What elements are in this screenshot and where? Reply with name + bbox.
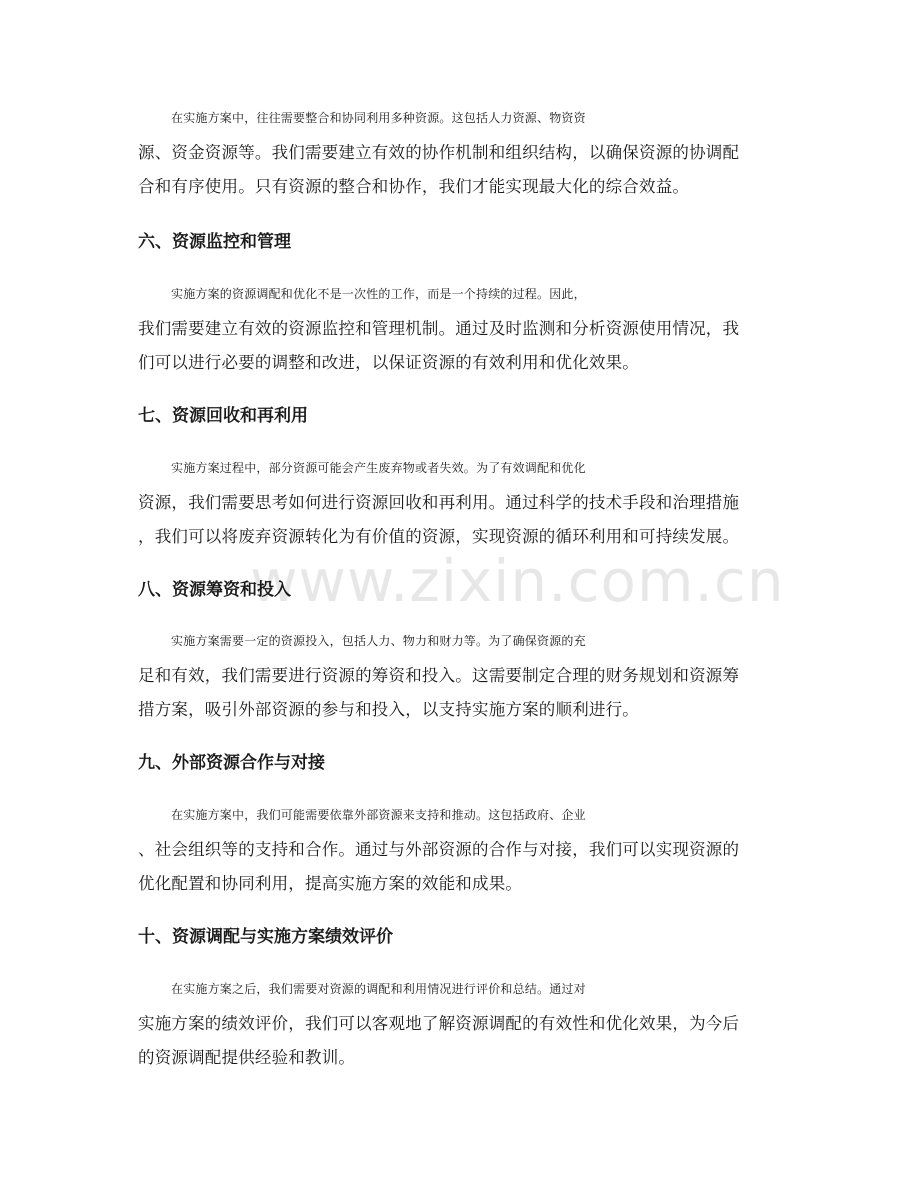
- section-paragraph-8: [138, 624, 783, 728]
- paragraph-line: 在实施方案中，我们可能需要依靠外部资源来支持和推动。这包括政府、企业: [171, 808, 586, 822]
- paragraph-line: 措方案，吸引外部资源的参与和投入，以支持实施方案的顺利进行。: [138, 700, 639, 719]
- paragraph-line: 资源，我们需要思考如何进行资源回收和再利用。通过科学的技术手段和治理措施: [138, 492, 740, 512]
- paragraph-line: 优化配置和协同利用，提高实施方案的效能和成果。: [138, 874, 523, 893]
- section-paragraph-6: [138, 277, 783, 381]
- section-heading-6: 六、资源监控和管理: [138, 232, 291, 252]
- intro-paragraph: [138, 101, 783, 205]
- paragraph-line: 我们需要建立有效的资源监控和管理机制。通过及时监测和分析资源使用情况，我: [138, 318, 740, 338]
- paragraph-line: 合和有序使用。只有资源的整合和协作，我们才能实现最大化的综合效益。: [138, 177, 690, 196]
- section-paragraph-7: [138, 451, 783, 555]
- paragraph-line: 们可以进行必要的调整和改进，以保证资源的有效利用和优化效果。: [138, 353, 639, 372]
- section-heading-9: 九、外部资源合作与对接: [138, 753, 325, 773]
- paragraph-line: 足和有效，我们需要进行资源的筹资和投入。这需要制定合理的财务规划和资源筹: [138, 665, 740, 685]
- paragraph-line: 实施方案的资源调配和优化不是一次性的工作，而是一个持续的过程。因此，: [171, 287, 586, 301]
- paragraph-line: 实施方案需要一定的资源投入，包括人力、物力和财力等。为了确保资源的充: [171, 634, 586, 648]
- paragraph-line: 的资源调配提供经验和教训。: [138, 1048, 356, 1067]
- paragraph-line: 实施方案过程中，部分资源可能会产生废弃物或者失效。为了有效调配和优化: [171, 461, 586, 475]
- section-paragraph-10: [138, 972, 783, 1076]
- paragraph-line: 源、资金资源等。我们需要建立有效的协作机制和组织结构，以确保资源的协调配: [138, 142, 740, 162]
- section-heading-7: 七、资源回收和再利用: [138, 406, 308, 426]
- paragraph-line: 在实施方案之后，我们需要对资源的调配和利用情况进行评价和总结。通过对: [171, 982, 586, 996]
- paragraph-line: ，我们可以将废弃资源转化为有价值的资源，实现资源的循环利用和可持续发展。: [138, 527, 740, 546]
- paragraph-line: 、社会组织等的支持和合作。通过与外部资源的合作与对接，我们可以实现资源的: [138, 839, 740, 859]
- section-heading-8: 八、资源筹资和投入: [138, 580, 291, 600]
- section-paragraph-9: [138, 798, 783, 902]
- paragraph-line: 实施方案的绩效评价，我们可以客观地了解资源调配的有效性和优化效果，为今后: [138, 1013, 740, 1033]
- watermark: www.zixin.com.cn: [250, 547, 785, 615]
- section-heading-10: 十、资源调配与实施方案绩效评价: [138, 927, 393, 947]
- paragraph-line: 在实施方案中，往往需要整合和协同利用多种资源。这包括人力资源、物资资: [171, 111, 586, 125]
